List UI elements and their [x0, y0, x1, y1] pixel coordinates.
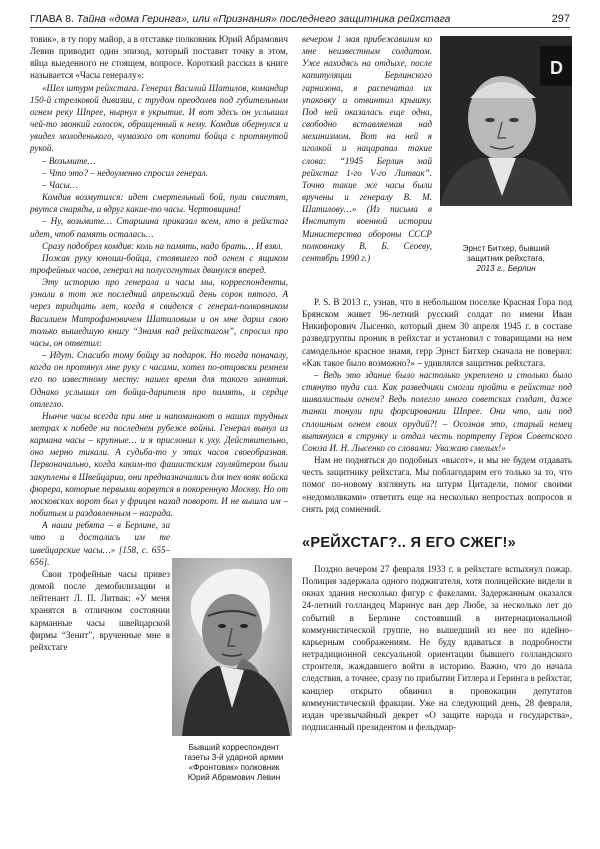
- paragraph: Комдив возмутился: идет смертельный бой, пули свистят, рвутся снаряды, и вдруг какие-то часы. Чертовщина!: [30, 192, 288, 215]
- paragraph: – Возьмите…: [42, 155, 96, 166]
- paragraph: Нам не подняться до подобных «высот», и мы не будем отдавать честь защитнику рейхстага. Мы поблагодарим его только за то, что помог по-новому взглянуть на штурм Цитадели, помог своими «недомолвками» ответить еще на несколько непростых вопросов и снять ряд сомнений.: [302, 455, 572, 514]
- paragraph: – Ну, возьмите… Старшина приказал всем, кто в рейхстаг идет, чтоб память осталась…: [30, 216, 288, 239]
- portrait-illustration: [172, 558, 292, 736]
- paragraph: Свои трофейные часы привез домой после демобилизации и лейтенант Л. П. Литвак: «У меня хранятся в отличном состоянии карманные часы швейцарской фирмы “Зенит”, врученные мне в рейхстаге: [30, 568, 170, 652]
- paragraph: вечером 1 мая прибежавшим ко мне неизвестным солдатом. Уже находясь на отдыхе, после капитуляции Берлинского гарнизона, я распечатал их упаковку и отвинтил крышку. Под ней оказалась еще одна, свободно вставляемая над механизмом. Вот на ней я иголкой и нацарапал такие слова: “1945 Берлин май рейхстаг 1-го V-го Литвак”. Точно такие же часы были вручены и генералу В. М. Шатилову…» (Из письма в Институт военной истории Министерства обороны СССР полковнику В. Б. Сеоеву, сентябрь 1990 г.): [302, 34, 432, 263]
- right-column: [302, 296, 572, 844]
- portrait-illustration: [440, 36, 572, 206]
- chapter-title: ГЛАВА 8. Тайна «дома Геринга», или «Признания» последнего защитника рейхстага: [30, 14, 451, 25]
- paragraph: А наши ребята – в Берлине, за что и достались им те швейцарские часы…» [158, с. 655–656].: [30, 520, 170, 567]
- svg-text:D: D: [550, 58, 563, 78]
- page-number: 297: [551, 13, 570, 25]
- photo-bitcher-caption: Эрнст Битхер, бывший защитник рейхстага, 2013 г., Берлин: [462, 244, 550, 273]
- paragraph: – Что это? – недоуменно спросил генерал.: [42, 167, 208, 178]
- paragraph: – Идут. Спасибо тому бойцу за подарок. Но тогда поначалу, когда он протянул мне руку с часами, хотел по-отцовски ремнем его по известному месту: нашел время для такого занятия. Однако услышал от бойца-дарителя про память, и сердце отлегло.: [30, 350, 288, 409]
- photo-bitcher: [440, 36, 572, 206]
- paragraph: Поздно вечером 27 февраля 1933 г. в рейхстаге вспыхнул пожар. Полиция задержала одного поджигателя, хотя полицейские видели в окнах здания несколько фигур с факелами. Задержанным оказался 24-летний голландец Маринус ван дер Любе, за несколько лет до событий в Берлине состоявший в интернациональной коммунистической группе, но вышедший из нее по идейно-карьерным соображениям. Не буду вдаваться в подробности нетрадиционной сексуальной ориентации бывшего голландского строителя, жаждавшего войти в историю. Важно, что до начала следствия, а точнее, сразу по прибытии Гитлера и Геринга в рейхстаг, канцлер открыто обвинил в провокации депутатов коммунистической фракции. Уже на следующий день, 28 февраля, издан чрезвычайный декрет «О защите народа и государства», подписанный президентом и фельдмар-: [302, 563, 572, 732]
- paragraph: – Ведь это здание было настолько укреплено и столько было стянуто туда сил. Как разведчики смогли пройти в рейхстаг под ишвалистым огнем? Ведь полегло много советских солдат, даже танки тонули при форсировании Шпрее. Они что, или под сплошным огнем своих орудий?! – Осознав это, старый немец вытянулся в струнку и отдал честь портрету Героя Советского Союза И. Н. Лысенко со словами: Уважаю смелых!»: [302, 369, 572, 453]
- paragraph: «Шел штурм рейхстага. Генерал Василий Шатилов, командир 150-й стрелковой дивизии, с трудом преодолев под губительным огнем реку Шпрее, нырнул в укрытие. И вот здесь он услышал чей-то звонкий голосок, обращенный к нему. Комдив обернулся и увидел молоденького, чумазого от копоти бойца с протянутой рукой.: [30, 82, 288, 154]
- paragraph: Сразу подобрел комдив: коль на память, надо брать… И взял.: [42, 240, 283, 251]
- paragraph: Нынче часы всегда при мне и напоминают о наших трудных метрах к победе на последнем рубеже войны. Генерал вынул из кармана часы – крупные… и я прислонил к уху. Действительно, оно мерно тикали. А судьба-то у этих часов своеобразная. Первоначально, когда каким-то фашистским гауляйтером были закуплены в Швейцарии, они предназначались для тех вояк войска фюрера, которые первыми ворвутся в покоренную Москву. Но от московских ворот был у фрицев назад поворот. И не вышла им – побитым и раздавленным – награда.: [30, 410, 288, 519]
- section-heading: «РЕЙХСТАГ?.. Я ЕГО СЖЕГ!»: [302, 534, 516, 551]
- paragraph: Пожав руку юноши-бойца, стоявшего под огнем с ящиком трофейных часов, генерал на полусогнутых двинулся вперед.: [30, 252, 288, 275]
- middle-column: [302, 33, 432, 295]
- paragraph: – Часы…: [42, 179, 78, 190]
- photo-levin: [172, 558, 292, 736]
- running-header: [30, 8, 570, 28]
- paragraph: Эту историю про генерала и часы мы, корреспонденты, узнали в тот же последний апрельский день сорок пятого. А через тридцать лет, когда я свиделся с генерал-полковником Василием Митрофановичем Шатиловым и он мне дарил свою только вышедшую книгу “Знамя над рейхстагом”, спросил про часы, он ответил:: [30, 277, 288, 348]
- photo-levin-caption: Бывший корреспондент газеты 3-й ударной армии «Фронтовик» полковник Юрий Абрамович Левин: [184, 743, 284, 782]
- paragraph: P. S. В 2013 г., узнав, что в небольшом поселке Красная Гора под Брянском живет 96-летний русский солдат по имени Иван Никифорович Лысенко, который днем 30 апреля 1945 г. в составе разведгруппы проник в рейхстаг и установил с товарищами на нем самодельное красное знамя, герр Эрнст Битхер сначала не поверил: «Как такое было возможно?» – удивлялся защитник рейхстага.: [302, 297, 572, 368]
- paragraph: товик», в ту пору майор, а в отставке полковник Юрий Абрамович Левин приводит один эпизод, который поставит точку в этом, яйца выеденного не стоящем, вопросе. Короткий рассказ в книге называется «Часы генералу»:: [30, 34, 288, 81]
